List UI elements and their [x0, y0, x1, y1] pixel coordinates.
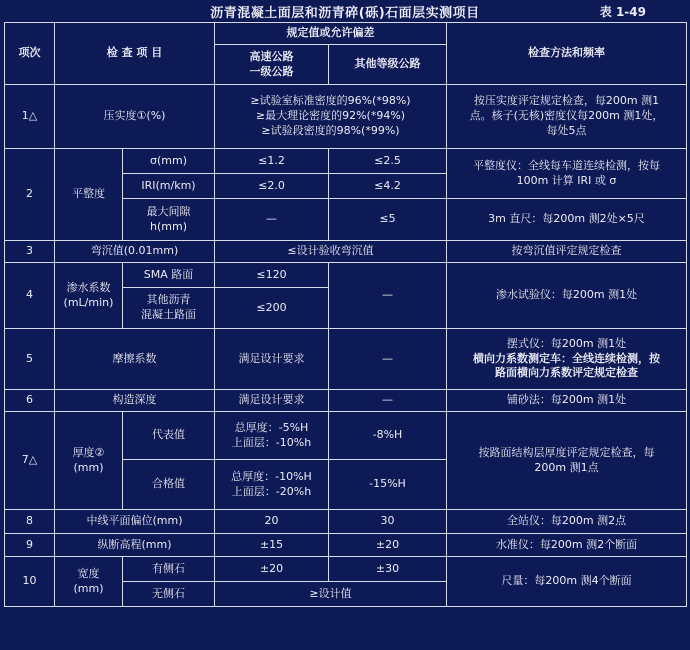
table-title: 沥青混凝土面层和沥青碎(砾)石面层实测项目	[210, 6, 480, 21]
method: 3m 直尺：每200m 测2处×5尺	[447, 199, 687, 241]
requirement: ≤设计验收弯沉值	[215, 241, 447, 263]
method-line: 按压实度评定规定检查，每200m 测1	[473, 94, 660, 108]
check-item: 摩擦系数	[55, 329, 215, 390]
table-row	[5, 534, 687, 557]
highway-value: 满足设计要求	[215, 390, 329, 412]
other-value: ≤5	[329, 199, 447, 241]
sub-item	[123, 199, 215, 241]
highway-value-line: 总厚度：-5%H	[234, 420, 309, 434]
highway-value: —	[215, 199, 329, 241]
method-line: 按路面结构层厚度评定规定检查，每	[478, 445, 655, 459]
check-item: 构造深度	[55, 390, 215, 412]
other-value: —	[329, 263, 447, 329]
highway-value: ±15	[215, 534, 329, 557]
method	[447, 149, 687, 199]
col-check-item: 检 查 项 目	[55, 23, 215, 85]
other-value: —	[329, 329, 447, 390]
method-line: 摆式仪：每200m 测1处	[506, 336, 627, 350]
sub-item: 有侧石	[123, 557, 215, 582]
item-no: 9	[5, 534, 55, 557]
sub-item-line: 混凝土路面	[141, 308, 196, 321]
other-value: —	[329, 390, 447, 412]
highway-value: ±20	[215, 557, 329, 582]
sub-item: 合格值	[123, 460, 215, 510]
method: 铺砂法：每200m 测1处	[447, 390, 687, 412]
other-value: ≤2.5	[329, 149, 447, 174]
highway-value-line: 上面层：-20%h	[231, 484, 312, 498]
sub-item: 代表值	[123, 412, 215, 460]
requirement-line: ≥试验室标准密度的96%(*98%)	[250, 94, 411, 108]
method-line: 每处5点	[546, 123, 587, 137]
table-row	[5, 329, 687, 390]
method-line: 100m 计算 IRI 或 σ	[516, 173, 617, 187]
sub-item: 无侧石	[123, 582, 215, 607]
check-item-line: (mm)	[73, 460, 104, 474]
col-item-no: 项次	[5, 23, 55, 85]
table-number: 表 1-49	[599, 5, 646, 19]
requirement-line: ≥最大理论密度的92%(*94%)	[255, 109, 406, 123]
method-line: 路面横向力系数评定规定检查	[495, 366, 638, 380]
check-item-line: (mL/min)	[63, 295, 114, 309]
method: 渗水试验仪：每200m 测1处	[447, 263, 687, 329]
check-item: 纵断高程(mm)	[55, 534, 215, 557]
col-other-roads: 其他等级公路	[329, 45, 447, 85]
highway-value: 20	[215, 510, 329, 534]
item-no: 5	[5, 329, 55, 390]
check-item	[55, 557, 123, 607]
col-highway-line: 一级公路	[249, 64, 294, 78]
col-highway	[215, 45, 329, 85]
check-item: 平整度	[55, 149, 123, 241]
header-row	[5, 23, 687, 45]
highway-value: ≤200	[215, 288, 329, 329]
table-row	[5, 241, 687, 263]
check-item	[55, 412, 123, 510]
check-item: 压实度①(%)	[55, 85, 215, 149]
item-no: 8	[5, 510, 55, 534]
sub-item: IRI(m/km)	[123, 174, 215, 199]
item-no: 2	[5, 149, 55, 241]
other-value: -8%H	[329, 412, 447, 460]
other-value: ±30	[329, 557, 447, 582]
method-line: 点。核子(无核)密度仪每200m 测1处，	[469, 109, 664, 123]
requirement: ≥设计值	[215, 582, 447, 607]
highway-value: ≤2.0	[215, 174, 329, 199]
check-item-line: 渗水系数	[66, 280, 111, 294]
requirement-line: ≥试验段密度的98%(*99%)	[261, 123, 400, 137]
method: 全站仪：每200m 测2点	[447, 510, 687, 534]
sub-item-line: 最大间隙	[146, 204, 191, 218]
highway-value: ≤1.2	[215, 149, 329, 174]
item-no: 4	[5, 263, 55, 329]
check-item-line: 宽度	[77, 566, 100, 580]
method-line: 200m 测1点	[534, 460, 599, 474]
table-row	[5, 263, 687, 288]
sub-item: σ(mm)	[123, 149, 215, 174]
check-item: 中线平面偏位(mm)	[55, 510, 215, 534]
highway-value-line: 总厚度：-10%H	[231, 469, 312, 483]
method: 尺量：每200m 测4个断面	[447, 557, 687, 607]
sub-item-line: 其他沥青	[146, 293, 191, 307]
highway-value	[215, 460, 329, 510]
requirement	[215, 85, 447, 149]
method-line: 平整度仪：全线每车道连续检测，按每	[473, 158, 660, 172]
table-row	[5, 149, 687, 174]
table-row	[5, 85, 687, 149]
table-row	[5, 557, 687, 582]
method: 按弯沉值评定规定检查	[447, 241, 687, 263]
check-item-line: 厚度②	[72, 445, 105, 459]
item-no: 10	[5, 557, 55, 607]
table-row	[5, 412, 687, 460]
highway-value	[215, 412, 329, 460]
other-value: ≤4.2	[329, 174, 447, 199]
col-tolerance-group: 规定值或允许偏差	[215, 23, 447, 45]
method: 水准仪：每200m 测2个断面	[447, 534, 687, 557]
item-no: 3	[5, 241, 55, 263]
inspection-table	[4, 22, 687, 607]
col-method: 检查方法和频率	[447, 23, 687, 85]
col-highway-line: 高速公路	[249, 49, 294, 63]
check-item	[55, 263, 123, 329]
check-item: 弯沉值(0.01mm)	[55, 241, 215, 263]
item-no: 7△	[5, 412, 55, 510]
table-row	[5, 510, 687, 534]
method	[447, 329, 687, 390]
method	[447, 85, 687, 149]
sub-item-line: h(mm)	[150, 219, 187, 233]
highway-value-line: 上面层：-10%h	[231, 435, 312, 449]
highway-value: ≤120	[215, 263, 329, 288]
check-item-line: (mm)	[73, 581, 104, 595]
item-no: 1△	[5, 85, 55, 149]
method	[447, 412, 687, 510]
sub-item	[123, 288, 215, 329]
sub-item: SMA 路面	[123, 263, 215, 288]
method-line: 横向力系数测定车：全线连续检测，按	[473, 351, 660, 365]
table-header	[0, 0, 690, 22]
other-value: ±20	[329, 534, 447, 557]
table-row	[5, 390, 687, 412]
other-value: -15%H	[329, 460, 447, 510]
other-value: 30	[329, 510, 447, 534]
item-no: 6	[5, 390, 55, 412]
highway-value: 满足设计要求	[215, 329, 329, 390]
